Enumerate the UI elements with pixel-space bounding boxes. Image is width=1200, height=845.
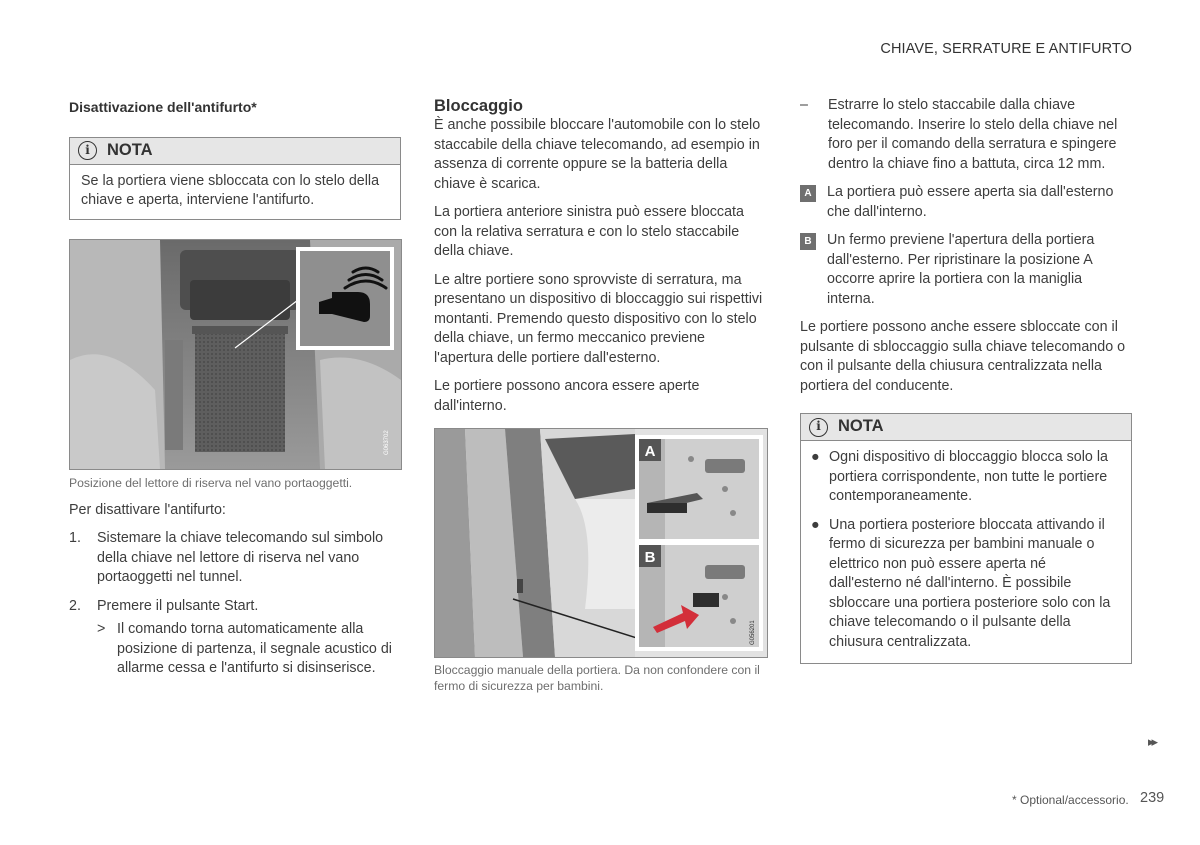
page-number: 239 [1140,790,1165,806]
door-lock-illustration [435,429,767,657]
figure-label-b: B [644,549,656,566]
note-header [70,138,400,165]
instruction-item: – Estrarre lo stelo staccabile dalla chiave telecomando. Inserire lo stelo della chiave nel foro per il comando della serratura e spingere dentro la chiave fino a battuta, circa 12 mm. [800,97,1118,172]
label-badge: A [800,185,816,202]
figure-code: G056201 [750,620,756,645]
figure-code: G063702 [384,429,390,455]
figure-caption: Bloccaggio manuale della portiera. Da non confondere con il fermo di sicurezza per bambini. [434,663,760,693]
note-title: NOTA [107,140,153,159]
steps-list [69,529,401,616]
section-heading: Bloccaggio [434,97,523,115]
column-left [69,98,401,679]
column-right [800,96,1132,664]
info-icon: i [809,418,828,437]
section-heading: Disattivazione dell'antifurto* [69,99,257,115]
steps-intro: Per disattivare l'antifurto: [69,501,226,518]
figure-door-lock [434,428,768,658]
paragraph: La portiera anteriore sinistra può essere bloccata con la relativa serratura e con lo stelo staccabile della chiave. [434,204,744,259]
continue-arrows-icon: ▸▸ [1148,734,1156,749]
note-box [69,137,401,220]
note-header [801,414,1131,441]
paragraph: Le portiere possono ancora essere aperte dall'interno. [434,378,700,414]
list-item: 2. Premere il pulsante Start. [69,597,259,614]
note-box [800,413,1132,664]
list-item: ● Una portiera posteriore bloccata attivando il fermo di sicurezza per bambini manuale o elettrico non può essere aperta né dall'esterno né dall'interno. È possibile sbloccare una portiera posteriore solo con la chiave telecomando o il pulsante della chiusura centralizzata. [811,516,1111,650]
note-title: NOTA [838,417,884,436]
paragraph: Le altre portiere sono sprovviste di serratura, ma presentano un dispositivo di bloccaggio sui rispettivi montanti. Premendo questo dispositivo con lo stelo della chiave, un fermo meccanico previene l'apertura delle portiere dall'esterno. [434,271,763,366]
info-icon: i [78,141,97,160]
chapter-header: CHIAVE, SERRATURE E ANTIFURTO [880,41,1132,57]
paragraph: È anche possibile bloccare l'automobile con lo stelo staccabile della chiave telecomando, ad esempio in assenza di corrente oppure se la batteria della chiave è scarica. [434,117,761,192]
note-bullets [801,448,1121,652]
list-item: ● Ogni dispositivo di bloccaggio blocca solo la portiera corrispondente, non tutte le portiere contemporaneamente. [811,449,1108,504]
backup-reader-illustration [70,240,401,469]
figure-caption: Posizione del lettore di riserva nel vano portaoggetti. [69,475,353,490]
column-middle [434,96,767,694]
figure-label-a: A [644,443,656,460]
position-a-item: A La portiera può essere aperta sia dall'esterno che dall'interno. [800,183,1132,222]
step-result: > Il comando torna automaticamente alla posizione di partenza, il segnale acustico di allarme cessa e l'antifurto si disinserisce. [97,621,392,676]
note-text: Se la portiera viene sbloccata con lo stelo della chiave e aperta, interviene l'antifurto. [81,172,380,208]
position-b-item: B Un fermo previene l'apertura della portiera dall'esterno. Per ripristinare la posizione A occorre aprire la portiera con la maniglia interna. [800,231,1132,309]
optional-footnote: * Optional/accessorio. [1012,793,1129,807]
paragraph: Le portiere possono anche essere sbloccate con il pulsante di sbloccaggio sulla chiave telecomando o con il pulsante della chiusura centralizzata nella portiera del conducente. [800,319,1126,394]
list-item: 1. Sistemare la chiave telecomando sul simbolo della chiave nel lettore di riserva nel vano portaoggetti nel tunnel. [69,530,384,585]
label-badge: B [800,233,816,250]
figure-backup-reader [69,239,402,470]
